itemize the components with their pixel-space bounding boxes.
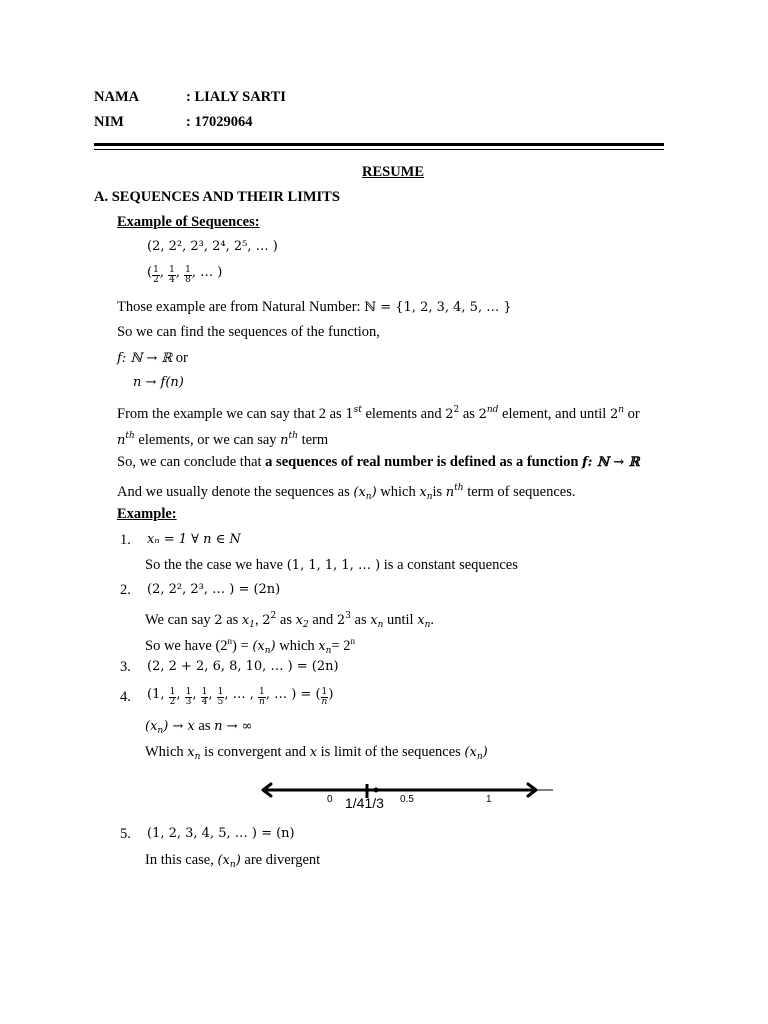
item-4-number: 4. bbox=[120, 689, 131, 705]
tick-label-0: 0 bbox=[327, 794, 333, 805]
item-4-which: Which $x_n$ is convergent and x is limit of the sequences $(x_n)$ bbox=[145, 744, 488, 762]
item-5-formula: (1, 2, 3, 4, 5, … ) = (n) bbox=[147, 826, 295, 841]
tick-label-quarter-third: 1/41/3 bbox=[345, 795, 384, 811]
page-title: RESUME bbox=[362, 164, 425, 180]
nama-label: NAMA bbox=[94, 89, 140, 105]
function-map-line: f: ℕ → ℝ or bbox=[117, 350, 188, 366]
item-4-convergence: $(x_n) \to x$ as n → ∞ bbox=[145, 718, 253, 736]
point-third bbox=[374, 788, 379, 793]
tick-label-1: 1 bbox=[486, 794, 492, 805]
item-2-formula: (2, 2², 2³, … ) = (2n) bbox=[147, 582, 281, 597]
find-sequences-line: So we can find the sequences of the function, bbox=[117, 324, 380, 340]
from-example-line: From the example we can say that 2 as 1st elements and $2^2$ as 2nd element, and until 2$^n$ or bbox=[117, 405, 640, 422]
item-2-number: 2. bbox=[120, 582, 131, 598]
item-2-text: We can say 2 as $x_1$, $2^2$ as $x_2$ and $2^3$ as $x_n$ until $x_n$. bbox=[145, 611, 434, 630]
example-list-heading: Example: bbox=[117, 506, 177, 522]
nama-value: : LIALY SARTI bbox=[186, 89, 286, 105]
nth-elements-line: $n^{th}$ elements, or we can say $n^{th}$ term bbox=[117, 431, 329, 448]
header-divider-thick bbox=[94, 143, 664, 146]
header-divider-thin bbox=[94, 149, 664, 150]
item-3-number: 3. bbox=[120, 659, 131, 675]
item-3-formula: (2, 2 + 2, 6, 8, 10, … ) = (2n) bbox=[147, 659, 339, 674]
item-5-text: In this case, $(x_n)$ are divergent bbox=[145, 852, 321, 870]
denote-line: And we usually denote the sequences as $(x_n)$ which $x_nis$ $n^{th}$ term of sequences. bbox=[117, 483, 576, 502]
conclusion-line: So, we can conclude that a sequences of real number is defined as a function f: ℕ → ℝ bbox=[117, 454, 640, 470]
tick-label-half: 0.5 bbox=[400, 794, 414, 805]
item-1-number: 1. bbox=[120, 532, 131, 548]
sequence-fractions: ( $\frac{1}{2}$ , $\frac{1}{4}$ , $\frac{1}{8}$ , … ) bbox=[147, 265, 223, 285]
section-a-heading: A. SEQUENCES AND THEIR LIMITS bbox=[94, 189, 340, 205]
item-2-text-2: So we have $(2^n) = (x_n)$ which $x_n= 2^n$ bbox=[145, 636, 355, 656]
nim-value: : 17029064 bbox=[186, 114, 253, 130]
sequence-powers: (2, 2², 2³, 2⁴, 2⁵, … ) bbox=[147, 239, 278, 254]
example-heading: Example of Sequences: bbox=[117, 214, 260, 230]
natural-number-line: Those example are from Natural Number: ℕ = {1, 2, 3, 4, 5, … } bbox=[117, 299, 512, 315]
item-1-text: So the the case we have (1, 1, 1, 1, … ) is a constant sequences bbox=[145, 557, 518, 573]
number-line-figure bbox=[255, 778, 560, 812]
n-map-line: n → f(n) bbox=[133, 375, 184, 390]
item-5-number: 5. bbox=[120, 826, 131, 842]
item-1-formula: xₙ = 1 ∀ n ∈ N bbox=[147, 532, 241, 547]
item-4-formula: (1, $\frac{1}{2}$ , $\frac{1}{3}$ , $\frac{1}{4}$ , $\frac{1}{5}$ , … , $\frac{1}{n}$ , … ) = ( $\frac{1}{n}$ ) bbox=[147, 687, 334, 707]
nim-label: NIM bbox=[94, 114, 124, 130]
